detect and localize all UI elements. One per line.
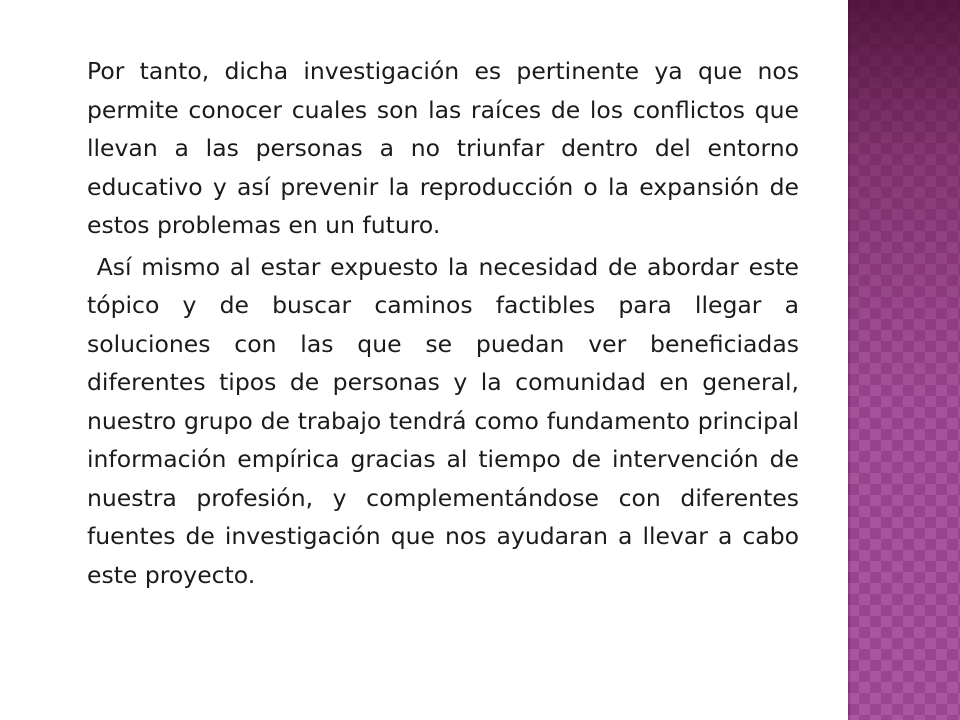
paragraph-1: Por tanto, dicha investigación es pertinente ya que nos permite conocer cuales son las raíces de los conflictos que llevan a las personas a no triunfar dentro del entorno educativo y así prevenir la reproducción o la expansión de estos problemas en un futuro.: [87, 57, 799, 239]
side-panel-edge-shadow: [848, 0, 851, 720]
decorative-side-panel: [848, 0, 960, 720]
slide-body-text: [87, 52, 807, 594]
paragraph-2: Así mismo al estar expuesto la necesidad de abordar este tópico y de buscar caminos factibles para llegar a soluciones con las que se puedan ver beneficiadas diferentes tipos de personas y la comunidad en general, nuestro grupo de trabajo tendrá como fundamento principal información empírica gracias al tiempo de intervención de nuestra profesión, y complementándose con diferentes fuentes de investigación que nos ayudaran a llevar a cabo este proyecto.: [87, 252, 807, 589]
